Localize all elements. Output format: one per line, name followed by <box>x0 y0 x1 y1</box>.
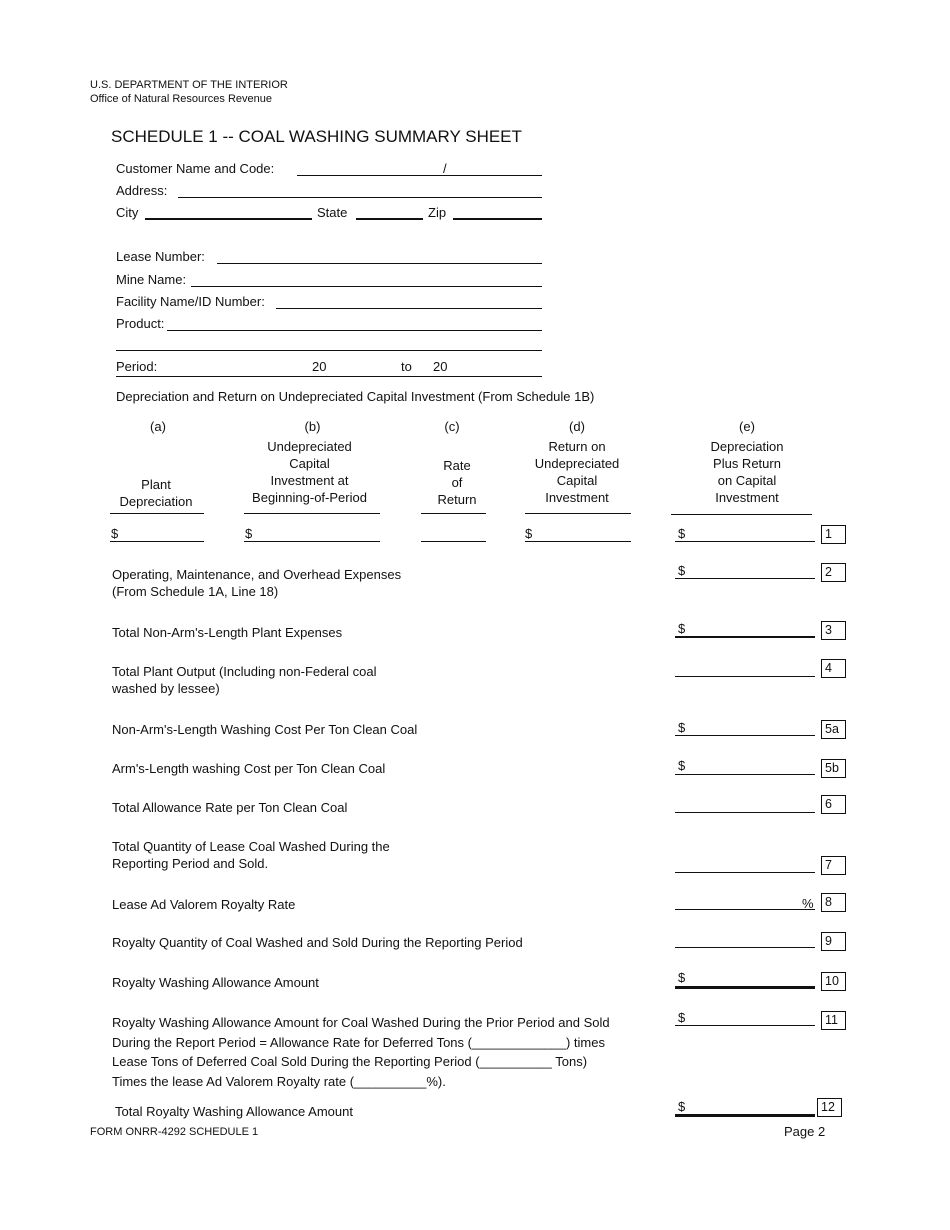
line-number-box-6: 6 <box>821 795 846 814</box>
line-2-dollar: $ <box>678 563 686 578</box>
line-8-field[interactable] <box>675 909 815 910</box>
column-b-heading <box>237 438 382 506</box>
line-number-box-5b: 5b <box>821 759 846 778</box>
column-c-rule <box>421 513 486 514</box>
line-7-label <box>112 838 390 872</box>
line-10-field[interactable] <box>675 986 815 989</box>
line-11-field[interactable] <box>675 1025 815 1026</box>
office-name: Office of Natural Resources Revenue <box>90 93 272 105</box>
line-7-text: Total Quantity of Lease Coal Washed During the <box>112 839 390 854</box>
product-field[interactable] <box>167 330 542 331</box>
column-a-heading <box>100 476 212 510</box>
city-field[interactable] <box>145 218 312 220</box>
line-9-field[interactable] <box>675 947 815 948</box>
line-11-dollar: $ <box>678 1010 686 1025</box>
depreciation-intro: Depreciation and Return on Undepreciated Capital Investment (From Schedule 1B) <box>116 389 595 404</box>
address-label: Address: <box>116 183 168 198</box>
line-11-label <box>112 1013 610 1091</box>
column-d-line: Return on <box>548 439 606 454</box>
line-6-field[interactable] <box>675 812 815 813</box>
line-7-field[interactable] <box>675 872 815 873</box>
customer-name-label: Customer Name and Code: <box>116 161 275 176</box>
column-d-line: Undepreciated <box>534 456 620 471</box>
line-5b-label: Arm's-Length washing Cost per Ton Clean Coal <box>112 761 386 776</box>
line-1-total-field[interactable] <box>675 541 815 542</box>
column-a-letter: (a) <box>150 419 166 434</box>
line-11-text: Times the lease Ad Valorem Royalty rate (__________%). <box>112 1073 446 1089</box>
product-field-line-2[interactable] <box>116 350 542 351</box>
line-number-box-3: 3 <box>821 621 846 640</box>
line-12-dollar: $ <box>678 1099 686 1114</box>
line-1-return-field[interactable] <box>525 541 631 542</box>
line-2-text: (From Schedule 1A, Line 18) <box>112 584 279 599</box>
line-number-box-12: 12 <box>817 1098 842 1117</box>
column-e-line: Plus Return <box>713 456 781 471</box>
line-9-label: Royalty Quantity of Coal Washed and Sold During the Reporting Period <box>112 935 523 950</box>
line-8-label: Lease Ad Valorem Royalty Rate <box>112 897 296 912</box>
line-4-text: washed by lessee) <box>112 681 220 696</box>
facility-label: Facility Name/ID Number: <box>116 294 265 309</box>
column-a-line: Depreciation <box>119 494 193 509</box>
line-10-dollar: $ <box>678 970 686 985</box>
state-label: State <box>317 205 348 220</box>
line-number-box-11: 11 <box>821 1011 846 1030</box>
column-d-line: Investment <box>545 490 609 505</box>
mine-name-label: Mine Name: <box>116 272 187 287</box>
column-c-line: Rate <box>443 458 471 473</box>
line-10-label: Royalty Washing Allowance Amount <box>112 975 319 990</box>
column-b-line: Capital <box>289 456 330 471</box>
line-5a-field[interactable] <box>675 735 815 736</box>
column-d-rule <box>525 513 631 514</box>
line-2-text: Operating, Maintenance, and Overhead Expenses <box>112 567 402 582</box>
zip-field[interactable] <box>453 218 542 220</box>
column-c-line: Return <box>437 492 477 507</box>
period-to: to <box>401 359 412 374</box>
line-number-box-9: 9 <box>821 932 846 951</box>
period-field[interactable] <box>116 376 542 377</box>
facility-field[interactable] <box>276 308 542 309</box>
line-1a-dollar: $ <box>111 526 119 541</box>
column-b-line: Beginning-of-Period <box>252 490 367 505</box>
line-6-label: Total Allowance Rate per Ton Clean Coal <box>112 800 348 815</box>
column-e-line: Investment <box>715 490 779 505</box>
column-e-line: on Capital <box>717 473 777 488</box>
line-number-box-4: 4 <box>821 659 846 678</box>
line-5a-label: Non-Arm's-Length Washing Cost Per Ton Clean Coal <box>112 722 418 737</box>
line-number-box-5a: 5a <box>821 720 846 739</box>
line-number-box-8: 8 <box>821 893 846 912</box>
line-11-text: Lease Tons of Deferred Coal Sold During the Reporting Period (__________ Tons) <box>112 1054 588 1069</box>
line-4-text: Total Plant Output (Including non-Federal coal <box>112 664 377 679</box>
period-end-year: 20 <box>433 359 448 374</box>
column-c-line: of <box>451 475 463 490</box>
page-title: SCHEDULE 1 -- COAL WASHING SUMMARY SHEET <box>111 127 522 146</box>
line-4-label <box>112 663 377 697</box>
department-name: U.S. DEPARTMENT OF THE INTERIOR <box>90 79 288 91</box>
column-b-letter: (b) <box>304 419 321 434</box>
line-7-text: Reporting Period and Sold. <box>112 856 269 871</box>
column-d-line: Capital <box>556 473 598 488</box>
line-8-percent: % <box>802 896 814 911</box>
form-number: FORM ONRR-4292 SCHEDULE 1 <box>90 1126 259 1138</box>
column-e-letter: (e) <box>739 419 755 434</box>
line-2-label <box>112 566 401 600</box>
line-3-dollar: $ <box>678 621 686 636</box>
line-1d-dollar: $ <box>525 526 533 541</box>
line-5b-dollar: $ <box>678 758 686 773</box>
line-3-label: Total Non-Arm's-Length Plant Expenses <box>112 625 343 640</box>
line-4-field[interactable] <box>675 676 815 677</box>
state-field[interactable] <box>356 218 423 220</box>
column-a-line: Plant <box>141 477 171 492</box>
line-1-undepreciated-capital-field[interactable] <box>244 541 380 542</box>
column-e-line: Depreciation <box>710 439 784 454</box>
line-number-box-10: 10 <box>821 972 846 991</box>
column-c-heading <box>427 457 487 508</box>
customer-code-separator: / <box>443 161 447 176</box>
page-number: Page 2 <box>784 1124 826 1139</box>
column-b-line: Investment at <box>270 473 349 488</box>
city-label: City <box>116 205 139 220</box>
line-number-box-1: 1 <box>821 525 846 544</box>
line-11-text: During the Report Period = Allowance Rate for Deferred Tons (_____________) times <box>112 1034 605 1050</box>
line-1-plant-depreciation-field[interactable] <box>110 541 204 542</box>
column-a-rule <box>110 513 204 514</box>
line-1-rate-of-return-field[interactable] <box>421 541 486 542</box>
lease-number-field[interactable] <box>217 263 542 264</box>
column-e-rule <box>671 514 812 515</box>
line-number-box-2: 2 <box>821 563 846 582</box>
line-1b-dollar: $ <box>245 526 253 541</box>
line-5a-dollar: $ <box>678 720 686 735</box>
line-11-text: Royalty Washing Allowance Amount for Coal Washed During the Prior Period and Sold <box>112 1015 610 1030</box>
mine-name-field[interactable] <box>191 286 542 287</box>
line-3-field[interactable] <box>675 636 815 638</box>
customer-name-field[interactable] <box>297 175 542 176</box>
column-c-letter: (c) <box>444 419 460 434</box>
line-12-label: Total Royalty Washing Allowance Amount <box>115 1104 353 1119</box>
period-label: Period: <box>116 359 158 374</box>
column-b-rule <box>244 513 380 514</box>
column-d-letter: (d) <box>569 419 585 434</box>
zip-label: Zip <box>428 205 447 220</box>
line-12-field[interactable] <box>675 1114 815 1117</box>
column-b-line: Undepreciated <box>267 439 352 454</box>
line-2-field[interactable] <box>675 578 815 579</box>
line-5b-field[interactable] <box>675 774 815 775</box>
column-d-heading <box>522 438 632 506</box>
period-start-year: 20 <box>312 359 327 374</box>
column-e-heading <box>687 438 807 506</box>
line-number-box-7: 7 <box>821 856 846 875</box>
lease-number-label: Lease Number: <box>116 249 205 264</box>
product-label: Product: <box>116 316 165 331</box>
address-field[interactable] <box>178 197 542 198</box>
line-1e-dollar: $ <box>678 526 686 541</box>
